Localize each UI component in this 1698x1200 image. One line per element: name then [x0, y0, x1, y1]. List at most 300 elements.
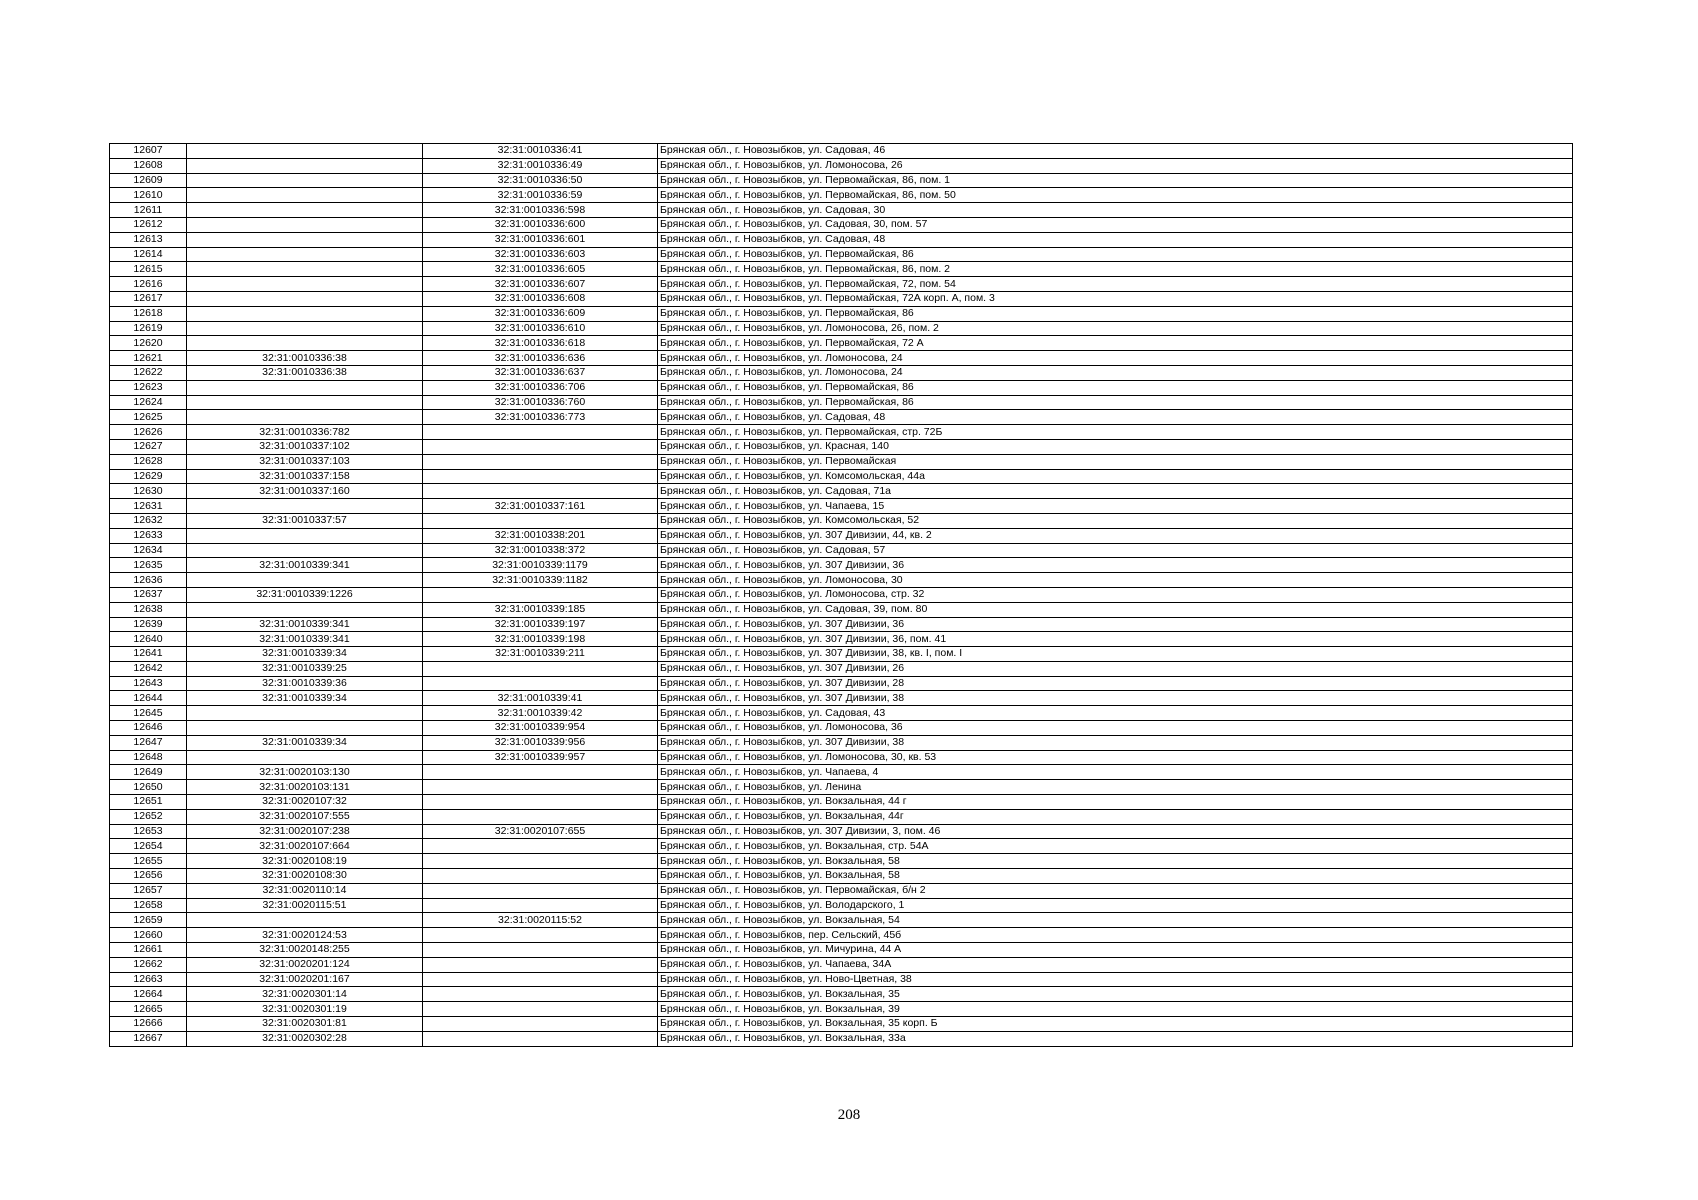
- building-cadastral-number-cell: [423, 883, 658, 898]
- row-number-cell: 12615: [110, 262, 187, 277]
- building-cadastral-number-cell: 32:31:0010336:608: [423, 291, 658, 306]
- table-row: [110, 632, 1573, 647]
- building-cadastral-number-cell: 32:31:0010336:610: [423, 321, 658, 336]
- building-cadastral-number-cell: [423, 484, 658, 499]
- cadastral-number-cell: [187, 321, 423, 336]
- table-row: [110, 883, 1573, 898]
- cadastral-number-cell: [187, 499, 423, 514]
- row-number-cell: 12655: [110, 854, 187, 869]
- table-row: [110, 469, 1573, 484]
- cadastral-number-cell: 32:31:0010339:34: [187, 647, 423, 662]
- row-number-cell: 12609: [110, 173, 187, 188]
- cadastral-number-cell: [187, 573, 423, 588]
- table-row: [110, 721, 1573, 736]
- address-cell: Брянская обл., г. Новозыбков, ул. Садовая, 71а: [658, 484, 1573, 499]
- building-cadastral-number-cell: 32:31:0010339:41: [423, 691, 658, 706]
- building-cadastral-number-cell: [423, 795, 658, 810]
- building-cadastral-number-cell: 32:31:0010336:598: [423, 203, 658, 218]
- building-cadastral-number-cell: 32:31:0010336:618: [423, 336, 658, 351]
- address-cell: Брянская обл., г. Новозыбков, ул. Первомайская, 86, пом. 1: [658, 173, 1573, 188]
- row-number-cell: 12612: [110, 217, 187, 232]
- cadastral-number-cell: [187, 188, 423, 203]
- building-cadastral-number-cell: [423, 661, 658, 676]
- cadastral-number-cell: 32:31:0020107:664: [187, 839, 423, 854]
- row-number-cell: 12639: [110, 617, 187, 632]
- address-cell: Брянская обл., г. Новозыбков, ул. Ломоносова, стр. 32: [658, 587, 1573, 602]
- address-cell: Брянская обл., г. Новозыбков, ул. 307 Дивизии, 28: [658, 676, 1573, 691]
- address-cell: Брянская обл., г. Новозыбков, ул. Вокзальная, 35: [658, 987, 1573, 1002]
- row-number-cell: 12664: [110, 987, 187, 1002]
- row-number-cell: 12628: [110, 454, 187, 469]
- table-row: [110, 1031, 1573, 1046]
- cadastral-number-cell: [187, 750, 423, 765]
- cadastral-number-cell: 32:31:0010339:25: [187, 661, 423, 676]
- cadastral-number-cell: [187, 528, 423, 543]
- table-row: [110, 735, 1573, 750]
- address-cell: Брянская обл., г. Новозыбков, ул. Комсомольская, 52: [658, 513, 1573, 528]
- building-cadastral-number-cell: 32:31:0010336:603: [423, 247, 658, 262]
- cadastral-number-cell: [187, 262, 423, 277]
- row-number-cell: 12621: [110, 351, 187, 366]
- table-row: [110, 365, 1573, 380]
- table-row: [110, 439, 1573, 454]
- cadastral-number-cell: 32:31:0010337:158: [187, 469, 423, 484]
- table-row: [110, 380, 1573, 395]
- cadastral-number-cell: 32:31:0010336:782: [187, 425, 423, 440]
- row-number-cell: 12622: [110, 365, 187, 380]
- row-number-cell: 12614: [110, 247, 187, 262]
- row-number-cell: 12633: [110, 528, 187, 543]
- address-cell: Брянская обл., г. Новозыбков, ул. Чапаева, 15: [658, 499, 1573, 514]
- address-cell: Брянская обл., г. Новозыбков, ул. Первомайская, 72, пом. 54: [658, 277, 1573, 292]
- cadastral-number-cell: [187, 336, 423, 351]
- row-number-cell: 12627: [110, 439, 187, 454]
- building-cadastral-number-cell: 32:31:0010336:41: [423, 144, 658, 159]
- address-cell: Брянская обл., г. Новозыбков, ул. Ломоносова, 26, пом. 2: [658, 321, 1573, 336]
- table-row: [110, 839, 1573, 854]
- table-row: [110, 247, 1573, 262]
- cadastral-number-cell: [187, 144, 423, 159]
- cadastral-number-cell: 32:31:0010339:36: [187, 676, 423, 691]
- address-cell: Брянская обл., г. Новозыбков, ул. Ломоносова, 30: [658, 573, 1573, 588]
- cadastral-number-cell: 32:31:0020301:14: [187, 987, 423, 1002]
- address-cell: Брянская обл., г. Новозыбков, ул. 307 Дивизии, 26: [658, 661, 1573, 676]
- cadastral-number-cell: 32:31:0020301:81: [187, 1017, 423, 1032]
- table-row: [110, 898, 1573, 913]
- cadastral-number-cell: 32:31:0020108:19: [187, 854, 423, 869]
- building-cadastral-number-cell: [423, 869, 658, 884]
- table-row: [110, 943, 1573, 958]
- table-row: [110, 987, 1573, 1002]
- table-row: [110, 217, 1573, 232]
- building-cadastral-number-cell: 32:31:0010339:1182: [423, 573, 658, 588]
- building-cadastral-number-cell: 32:31:0010339:185: [423, 602, 658, 617]
- table-row: [110, 795, 1573, 810]
- address-cell: Брянская обл., г. Новозыбков, ул. Садовая, 57: [658, 543, 1573, 558]
- address-cell: Брянская обл., г. Новозыбков, ул. Садовая, 46: [658, 144, 1573, 159]
- cadastral-number-cell: [187, 247, 423, 262]
- cadastral-number-cell: [187, 277, 423, 292]
- table-row: [110, 173, 1573, 188]
- address-cell: Брянская обл., г. Новозыбков, ул. Первомайская, 86: [658, 247, 1573, 262]
- building-cadastral-number-cell: 32:31:0010338:201: [423, 528, 658, 543]
- building-cadastral-number-cell: 32:31:0010336:609: [423, 306, 658, 321]
- table-row: [110, 750, 1573, 765]
- cadastral-number-cell: 32:31:0010337:57: [187, 513, 423, 528]
- cadastral-number-cell: 32:31:0020201:124: [187, 957, 423, 972]
- table-row: [110, 513, 1573, 528]
- building-cadastral-number-cell: 32:31:0010339:197: [423, 617, 658, 632]
- table-row: [110, 454, 1573, 469]
- address-cell: Брянская обл., г. Новозыбков, ул. Ломоносова, 24: [658, 351, 1573, 366]
- building-cadastral-number-cell: [423, 972, 658, 987]
- cadastral-number-cell: 32:31:0010337:102: [187, 439, 423, 454]
- building-cadastral-number-cell: [423, 854, 658, 869]
- row-number-cell: 12657: [110, 883, 187, 898]
- table-row: [110, 780, 1573, 795]
- row-number-cell: 12611: [110, 203, 187, 218]
- address-cell: Брянская обл., г. Новозыбков, ул. Ломоносова, 30, кв. 53: [658, 750, 1573, 765]
- address-cell: Брянская обл., г. Новозыбков, ул. 307 Дивизии, 44, кв. 2: [658, 528, 1573, 543]
- building-cadastral-number-cell: [423, 513, 658, 528]
- cadastral-number-cell: 32:31:0010339:34: [187, 691, 423, 706]
- building-cadastral-number-cell: 32:31:0010336:605: [423, 262, 658, 277]
- row-number-cell: 12636: [110, 573, 187, 588]
- cadastral-number-cell: [187, 913, 423, 928]
- row-number-cell: 12660: [110, 928, 187, 943]
- cadastral-number-cell: [187, 380, 423, 395]
- address-cell: Брянская обл., г. Новозыбков, ул. 307 Дивизии, 36, пом. 41: [658, 632, 1573, 647]
- cadastral-number-cell: 32:31:0020124:53: [187, 928, 423, 943]
- address-cell: Брянская обл., г. Новозыбков, ул. Вокзальная, 54: [658, 913, 1573, 928]
- table-row: [110, 587, 1573, 602]
- address-cell: Брянская обл., г. Новозыбков, пер. Сельский, 45б: [658, 928, 1573, 943]
- row-number-cell: 12649: [110, 765, 187, 780]
- table-row: [110, 321, 1573, 336]
- building-cadastral-number-cell: [423, 1031, 658, 1046]
- table-row: [110, 558, 1573, 573]
- building-cadastral-number-cell: 32:31:0010336:760: [423, 395, 658, 410]
- address-cell: Брянская обл., г. Новозыбков, ул. Первомайская, 86, пом. 2: [658, 262, 1573, 277]
- building-cadastral-number-cell: [423, 809, 658, 824]
- building-cadastral-number-cell: 32:31:0010339:1179: [423, 558, 658, 573]
- building-cadastral-number-cell: [423, 943, 658, 958]
- cadastral-number-cell: 32:31:0010339:34: [187, 735, 423, 750]
- building-cadastral-number-cell: 32:31:0010336:59: [423, 188, 658, 203]
- table-row: [110, 291, 1573, 306]
- row-number-cell: 12624: [110, 395, 187, 410]
- cadastral-number-cell: [187, 706, 423, 721]
- address-cell: Брянская обл., г. Новозыбков, ул. Чапаева, 4: [658, 765, 1573, 780]
- row-number-cell: 12620: [110, 336, 187, 351]
- table-row: [110, 869, 1573, 884]
- building-cadastral-number-cell: [423, 587, 658, 602]
- table-row: [110, 410, 1573, 425]
- table-row: [110, 203, 1573, 218]
- cadastral-number-cell: 32:31:0020107:555: [187, 809, 423, 824]
- property-table: [109, 143, 1573, 1047]
- address-cell: Брянская обл., г. Новозыбков, ул. 307 Дивизии, 36: [658, 558, 1573, 573]
- cadastral-number-cell: [187, 203, 423, 218]
- table-row: [110, 528, 1573, 543]
- address-cell: Брянская обл., г. Новозыбков, ул. Садовая, 43: [658, 706, 1573, 721]
- address-cell: Брянская обл., г. Новозыбков, ул. Садовая, 30, пом. 57: [658, 217, 1573, 232]
- table-row: [110, 647, 1573, 662]
- row-number-cell: 12626: [110, 425, 187, 440]
- row-number-cell: 12617: [110, 291, 187, 306]
- address-cell: Брянская обл., г. Новозыбков, ул. 307 Дивизии, 38, кв. I, пом. I: [658, 647, 1573, 662]
- cadastral-number-cell: [187, 395, 423, 410]
- address-cell: Брянская обл., г. Новозыбков, ул. 307 Дивизии, 38: [658, 735, 1573, 750]
- address-cell: Брянская обл., г. Новозыбков, ул. Вокзальная, 33а: [658, 1031, 1573, 1046]
- address-cell: Брянская обл., г. Новозыбков, ул. Комсомольская, 44а: [658, 469, 1573, 484]
- building-cadastral-number-cell: [423, 425, 658, 440]
- cadastral-number-cell: 32:31:0010336:38: [187, 365, 423, 380]
- table-row: [110, 1017, 1573, 1032]
- address-cell: Брянская обл., г. Новозыбков, ул. Первомайская, 86, пом. 50: [658, 188, 1573, 203]
- address-cell: Брянская обл., г. Новозыбков, ул. Первомайская: [658, 454, 1573, 469]
- cadastral-number-cell: 32:31:0020103:130: [187, 765, 423, 780]
- address-cell: Брянская обл., г. Новозыбков, ул. Вокзальная, 58: [658, 854, 1573, 869]
- address-cell: Брянская обл., г. Новозыбков, ул. Ново-Цветная, 38: [658, 972, 1573, 987]
- address-cell: Брянская обл., г. Новозыбков, ул. 307 Дивизии, 36: [658, 617, 1573, 632]
- cadastral-number-cell: [187, 158, 423, 173]
- row-number-cell: 12631: [110, 499, 187, 514]
- table-row: [110, 262, 1573, 277]
- cadastral-number-cell: 32:31:0010339:1226: [187, 587, 423, 602]
- address-cell: Брянская обл., г. Новозыбков, ул. Вокзальная, 44 г: [658, 795, 1573, 810]
- building-cadastral-number-cell: 32:31:0010339:954: [423, 721, 658, 736]
- row-number-cell: 12616: [110, 277, 187, 292]
- table-row: [110, 809, 1573, 824]
- cadastral-number-cell: 32:31:0020107:32: [187, 795, 423, 810]
- address-cell: Брянская обл., г. Новозыбков, ул. Красная, 140: [658, 439, 1573, 454]
- building-cadastral-number-cell: 32:31:0010336:607: [423, 277, 658, 292]
- address-cell: Брянская обл., г. Новозыбков, ул. Садовая, 48: [658, 410, 1573, 425]
- cadastral-number-cell: 32:31:0020110:14: [187, 883, 423, 898]
- row-number-cell: 12644: [110, 691, 187, 706]
- row-number-cell: 12635: [110, 558, 187, 573]
- row-number-cell: 12623: [110, 380, 187, 395]
- cadastral-number-cell: [187, 721, 423, 736]
- address-cell: Брянская обл., г. Новозыбков, ул. Первомайская, 86: [658, 380, 1573, 395]
- cadastral-number-cell: [187, 291, 423, 306]
- table-row: [110, 232, 1573, 247]
- row-number-cell: 12640: [110, 632, 187, 647]
- row-number-cell: 12650: [110, 780, 187, 795]
- table-row: [110, 913, 1573, 928]
- building-cadastral-number-cell: 32:31:0020107:655: [423, 824, 658, 839]
- table-row: [110, 824, 1573, 839]
- building-cadastral-number-cell: 32:31:0010336:637: [423, 365, 658, 380]
- row-number-cell: 12632: [110, 513, 187, 528]
- building-cadastral-number-cell: 32:31:0010336:49: [423, 158, 658, 173]
- row-number-cell: 12666: [110, 1017, 187, 1032]
- building-cadastral-number-cell: [423, 676, 658, 691]
- row-number-cell: 12642: [110, 661, 187, 676]
- building-cadastral-number-cell: 32:31:0010339:956: [423, 735, 658, 750]
- address-cell: Брянская обл., г. Новозыбков, ул. Первомайская, б/н 2: [658, 883, 1573, 898]
- address-cell: Брянская обл., г. Новозыбков, ул. Володарского, 1: [658, 898, 1573, 913]
- row-number-cell: 12656: [110, 869, 187, 884]
- cadastral-number-cell: [187, 217, 423, 232]
- table-row: [110, 1002, 1573, 1017]
- building-cadastral-number-cell: [423, 928, 658, 943]
- table-row: [110, 158, 1573, 173]
- address-cell: Брянская обл., г. Новозыбков, ул. Вокзальная, 58: [658, 869, 1573, 884]
- address-cell: Брянская обл., г. Новозыбков, ул. Садовая, 30: [658, 203, 1573, 218]
- building-cadastral-number-cell: [423, 439, 658, 454]
- table-row: [110, 144, 1573, 159]
- row-number-cell: 12634: [110, 543, 187, 558]
- row-number-cell: 12659: [110, 913, 187, 928]
- page-number: 208: [837, 1107, 861, 1123]
- table-row: [110, 928, 1573, 943]
- address-cell: Брянская обл., г. Новозыбков, ул. 307 Дивизии, 38: [658, 691, 1573, 706]
- row-number-cell: 12630: [110, 484, 187, 499]
- building-cadastral-number-cell: 32:31:0010336:636: [423, 351, 658, 366]
- cadastral-number-cell: 32:31:0020302:28: [187, 1031, 423, 1046]
- row-number-cell: 12645: [110, 706, 187, 721]
- table-row: [110, 484, 1573, 499]
- table-row: [110, 602, 1573, 617]
- table-row: [110, 661, 1573, 676]
- row-number-cell: 12618: [110, 306, 187, 321]
- table-row: [110, 972, 1573, 987]
- row-number-cell: 12641: [110, 647, 187, 662]
- row-number-cell: 12613: [110, 232, 187, 247]
- building-cadastral-number-cell: 32:31:0010339:198: [423, 632, 658, 647]
- row-number-cell: 12625: [110, 410, 187, 425]
- row-number-cell: 12651: [110, 795, 187, 810]
- building-cadastral-number-cell: [423, 898, 658, 913]
- row-number-cell: 12665: [110, 1002, 187, 1017]
- table-row: [110, 676, 1573, 691]
- row-number-cell: 12608: [110, 158, 187, 173]
- building-cadastral-number-cell: 32:31:0010336:773: [423, 410, 658, 425]
- row-number-cell: 12653: [110, 824, 187, 839]
- building-cadastral-number-cell: [423, 957, 658, 972]
- building-cadastral-number-cell: [423, 469, 658, 484]
- building-cadastral-number-cell: [423, 780, 658, 795]
- address-cell: Брянская обл., г. Новозыбков, ул. Первомайская, 86: [658, 306, 1573, 321]
- cadastral-number-cell: 32:31:0020103:131: [187, 780, 423, 795]
- address-cell: Брянская обл., г. Новозыбков, ул. Вокзальная, 35 корп. Б: [658, 1017, 1573, 1032]
- row-number-cell: 12661: [110, 943, 187, 958]
- row-number-cell: 12643: [110, 676, 187, 691]
- table-row: [110, 336, 1573, 351]
- address-cell: Брянская обл., г. Новозыбков, ул. Вокзальная, стр. 54А: [658, 839, 1573, 854]
- cadastral-number-cell: 32:31:0010339:341: [187, 558, 423, 573]
- address-cell: Брянская обл., г. Новозыбков, ул. Ломоносова, 24: [658, 365, 1573, 380]
- cadastral-number-cell: [187, 602, 423, 617]
- table-row: [110, 706, 1573, 721]
- cadastral-number-cell: 32:31:0020201:167: [187, 972, 423, 987]
- row-number-cell: 12647: [110, 735, 187, 750]
- building-cadastral-number-cell: [423, 839, 658, 854]
- building-cadastral-number-cell: 32:31:0010339:957: [423, 750, 658, 765]
- building-cadastral-number-cell: 32:31:0010336:706: [423, 380, 658, 395]
- address-cell: Брянская обл., г. Новозыбков, ул. Чапаева, 34А: [658, 957, 1573, 972]
- cadastral-number-cell: [187, 232, 423, 247]
- address-cell: Брянская обл., г. Новозыбков, ул. Ломоносова, 26: [658, 158, 1573, 173]
- building-cadastral-number-cell: 32:31:0010336:50: [423, 173, 658, 188]
- cadastral-number-cell: 32:31:0010337:160: [187, 484, 423, 499]
- cadastral-number-cell: 32:31:0020107:238: [187, 824, 423, 839]
- table-row: [110, 351, 1573, 366]
- cadastral-number-cell: 32:31:0020115:51: [187, 898, 423, 913]
- address-cell: Брянская обл., г. Новозыбков, ул. Вокзальная, 39: [658, 1002, 1573, 1017]
- cadastral-number-cell: 32:31:0020148:255: [187, 943, 423, 958]
- row-number-cell: 12619: [110, 321, 187, 336]
- row-number-cell: 12646: [110, 721, 187, 736]
- address-cell: Брянская обл., г. Новозыбков, ул. Мичурина, 44 А: [658, 943, 1573, 958]
- cadastral-number-cell: 32:31:0020108:30: [187, 869, 423, 884]
- building-cadastral-number-cell: [423, 1017, 658, 1032]
- address-cell: Брянская обл., г. Новозыбков, ул. Садовая, 48: [658, 232, 1573, 247]
- building-cadastral-number-cell: [423, 765, 658, 780]
- address-cell: Брянская обл., г. Новозыбков, ул. 307 Дивизии, 3, пом. 46: [658, 824, 1573, 839]
- row-number-cell: 12638: [110, 602, 187, 617]
- row-number-cell: 12658: [110, 898, 187, 913]
- building-cadastral-number-cell: 32:31:0010339:42: [423, 706, 658, 721]
- building-cadastral-number-cell: 32:31:0010338:372: [423, 543, 658, 558]
- row-number-cell: 12648: [110, 750, 187, 765]
- table-row: [110, 957, 1573, 972]
- row-number-cell: 12654: [110, 839, 187, 854]
- building-cadastral-number-cell: [423, 1002, 658, 1017]
- row-number-cell: 12629: [110, 469, 187, 484]
- row-number-cell: 12652: [110, 809, 187, 824]
- building-cadastral-number-cell: 32:31:0010337:161: [423, 499, 658, 514]
- address-cell: Брянская обл., г. Новозыбков, ул. Первомайская, стр. 72Б: [658, 425, 1573, 440]
- address-cell: Брянская обл., г. Новозыбков, ул. Первомайская, 72 А: [658, 336, 1573, 351]
- address-cell: Брянская обл., г. Новозыбков, ул. Ленина: [658, 780, 1573, 795]
- table-row: [110, 543, 1573, 558]
- table-row: [110, 188, 1573, 203]
- table-row: [110, 691, 1573, 706]
- table-row: [110, 395, 1573, 410]
- table-row: [110, 306, 1573, 321]
- table-row: [110, 765, 1573, 780]
- table-row: [110, 573, 1573, 588]
- building-cadastral-number-cell: 32:31:0010336:601: [423, 232, 658, 247]
- address-cell: Брянская обл., г. Новозыбков, ул. Первомайская, 86: [658, 395, 1573, 410]
- building-cadastral-number-cell: 32:31:0020115:52: [423, 913, 658, 928]
- table-row: [110, 425, 1573, 440]
- address-cell: Брянская обл., г. Новозыбков, ул. Садовая, 39, пом. 80: [658, 602, 1573, 617]
- row-number-cell: 12663: [110, 972, 187, 987]
- row-number-cell: 12667: [110, 1031, 187, 1046]
- table-row: [110, 854, 1573, 869]
- table-row: [110, 277, 1573, 292]
- cadastral-number-cell: 32:31:0010339:341: [187, 617, 423, 632]
- building-cadastral-number-cell: 32:31:0010336:600: [423, 217, 658, 232]
- cadastral-number-cell: [187, 173, 423, 188]
- row-number-cell: 12607: [110, 144, 187, 159]
- row-number-cell: 12610: [110, 188, 187, 203]
- cadastral-number-cell: 32:31:0010337:103: [187, 454, 423, 469]
- address-cell: Брянская обл., г. Новозыбков, ул. Ломоносова, 36: [658, 721, 1573, 736]
- building-cadastral-number-cell: 32:31:0010339:211: [423, 647, 658, 662]
- cadastral-number-cell: [187, 306, 423, 321]
- row-number-cell: 12637: [110, 587, 187, 602]
- cadastral-number-cell: [187, 543, 423, 558]
- table-body: [110, 144, 1573, 1047]
- address-cell: Брянская обл., г. Новозыбков, ул. Первомайская, 72А корп. А, пом. 3: [658, 291, 1573, 306]
- cadastral-number-cell: [187, 410, 423, 425]
- address-cell: Брянская обл., г. Новозыбков, ул. Вокзальная, 44г: [658, 809, 1573, 824]
